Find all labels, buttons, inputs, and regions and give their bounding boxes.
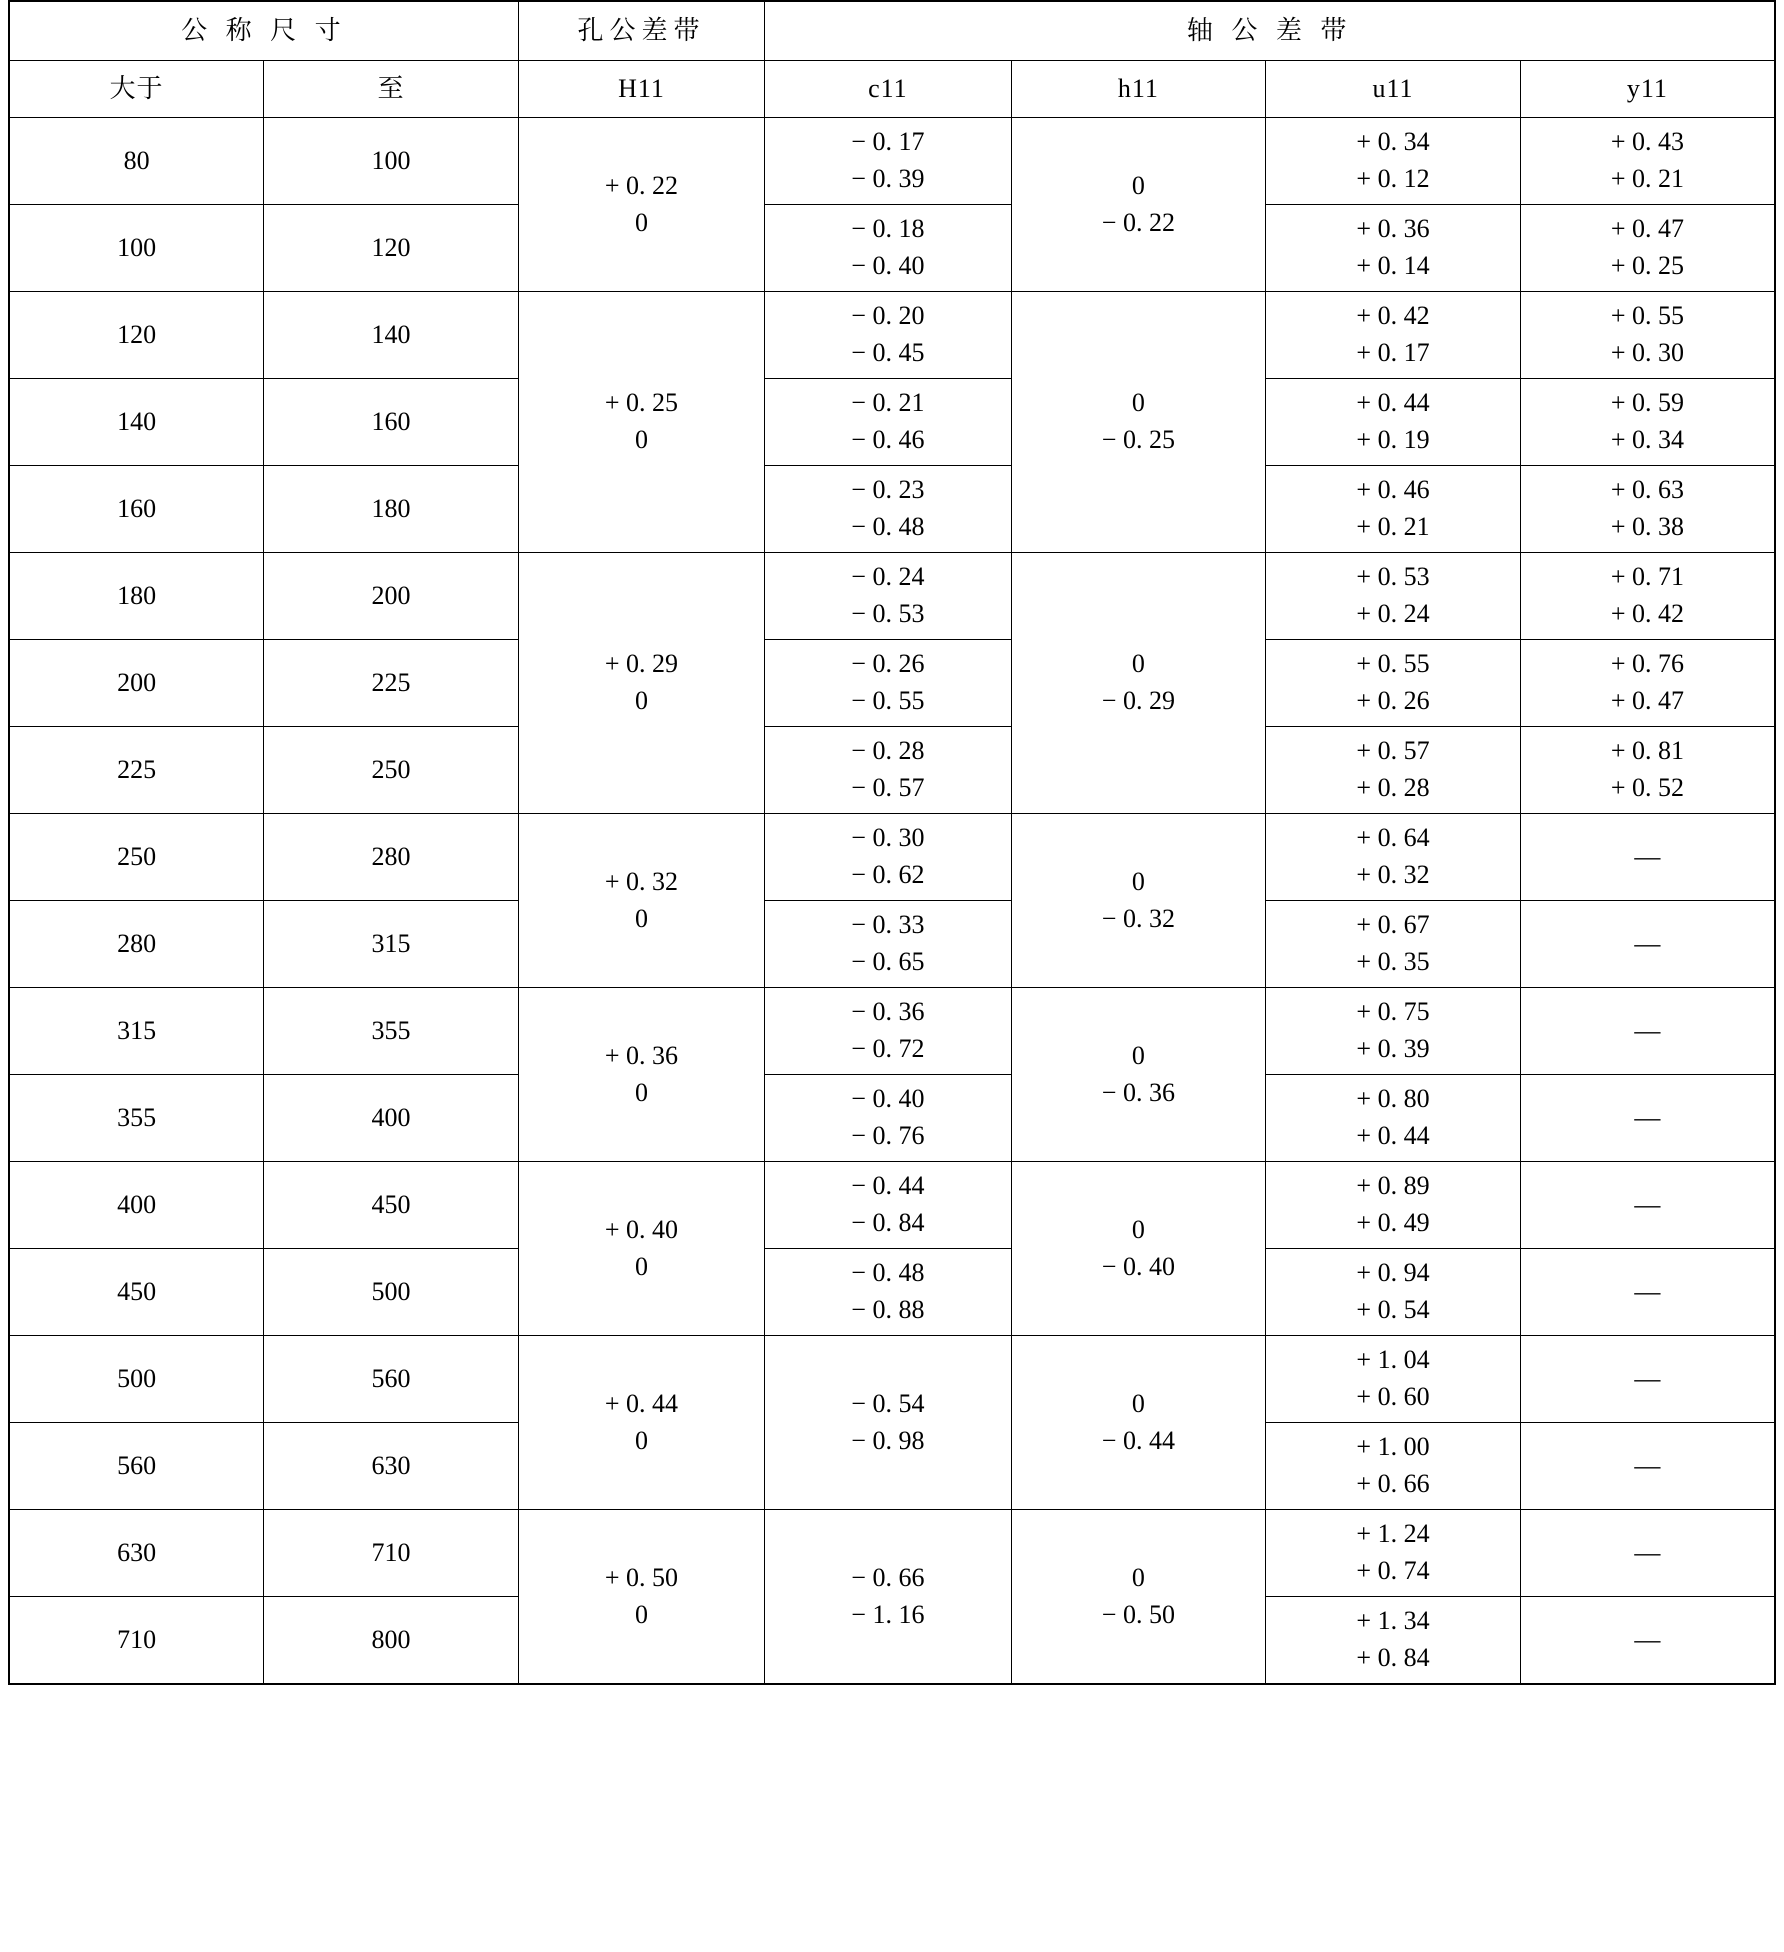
table-row	[9, 118, 1775, 205]
tolerance-table	[8, 0, 1776, 1685]
cell-h11-hole	[518, 1336, 764, 1510]
cell-u11	[1266, 727, 1521, 814]
table-row	[9, 988, 1775, 1075]
cell-c11	[765, 727, 1011, 814]
cell-u11-upper: + 0. 42	[1356, 301, 1430, 331]
cell-size-over: 450	[9, 1249, 264, 1336]
cell-u11	[1266, 1597, 1521, 1685]
table-row	[9, 205, 1775, 292]
cell-size-upto: 630	[264, 1423, 519, 1510]
cell-size-over: 355	[9, 1075, 264, 1162]
cell-u11	[1266, 118, 1521, 205]
cell-y11-lower: + 0. 47	[1610, 686, 1684, 715]
cell-size-over: 560	[9, 1423, 264, 1510]
cell-h11-hole-lower: 0	[634, 425, 648, 454]
cell-u11	[1266, 1162, 1521, 1249]
cell-c11-upper: − 0. 28	[851, 736, 925, 766]
cell-y11-upper: + 0. 76	[1610, 649, 1684, 679]
header-col-upto: 至	[264, 61, 519, 118]
cell-size-upto: 800	[264, 1597, 519, 1685]
cell-u11-upper: + 1. 24	[1356, 1519, 1430, 1549]
cell-h11-shaft-lower: − 0. 29	[1101, 686, 1175, 715]
cell-h11-shaft-lower: − 0. 36	[1101, 1077, 1175, 1107]
cell-size-over: 80	[9, 118, 264, 205]
cell-size-upto: 400	[264, 1075, 519, 1162]
cell-y11: —	[1520, 901, 1775, 988]
cell-u11-upper: + 1. 00	[1356, 1432, 1430, 1462]
cell-c11-upper: − 0. 24	[851, 562, 925, 592]
table-row	[9, 1162, 1775, 1249]
cell-h11-hole	[518, 292, 764, 553]
cell-h11-hole-upper: + 0. 22	[604, 170, 679, 200]
cell-h11-shaft-upper: 0	[1131, 1214, 1145, 1244]
cell-y11	[1520, 466, 1775, 553]
cell-h11-hole-lower: 0	[634, 686, 648, 715]
cell-y11-upper: + 0. 63	[1610, 475, 1684, 505]
cell-u11-lower: + 0. 74	[1356, 1556, 1430, 1585]
table-row	[9, 727, 1775, 814]
cell-u11-lower: + 0. 24	[1356, 599, 1430, 628]
cell-c11-lower: − 0. 53	[851, 599, 925, 628]
cell-size-upto: 315	[264, 901, 519, 988]
cell-u11-lower: + 0. 19	[1356, 425, 1430, 454]
cell-u11-upper: + 0. 75	[1356, 997, 1430, 1027]
cell-c11	[765, 901, 1011, 988]
cell-size-over: 160	[9, 466, 264, 553]
cell-u11	[1266, 640, 1521, 727]
cell-h11-shaft-lower: − 0. 32	[1101, 903, 1175, 933]
cell-size-over: 140	[9, 379, 264, 466]
cell-c11-lower: − 0. 45	[851, 338, 925, 367]
cell-u11-upper: + 0. 94	[1356, 1258, 1430, 1288]
cell-h11-shaft	[1011, 292, 1266, 553]
cell-u11-upper: + 0. 55	[1356, 649, 1430, 679]
cell-size-over: 710	[9, 1597, 264, 1685]
cell-h11-shaft-upper: 0	[1131, 170, 1145, 200]
cell-c11	[765, 1075, 1011, 1162]
table-row	[9, 901, 1775, 988]
cell-h11-shaft-lower: − 0. 44	[1101, 1425, 1175, 1455]
cell-c11-upper: − 0. 18	[851, 214, 925, 244]
cell-c11-upper: − 0. 21	[851, 388, 925, 418]
cell-u11	[1266, 292, 1521, 379]
cell-h11-shaft	[1011, 118, 1266, 292]
cell-h11-hole	[518, 814, 764, 988]
cell-h11-shaft-upper: 0	[1131, 649, 1145, 679]
cell-y11-upper: + 0. 47	[1610, 214, 1684, 244]
cell-u11-lower: + 0. 21	[1356, 512, 1430, 541]
cell-c11-lower: − 1. 16	[851, 1599, 925, 1629]
cell-h11-shaft	[1011, 988, 1266, 1162]
cell-y11-lower: + 0. 21	[1610, 164, 1684, 193]
cell-u11	[1266, 1075, 1521, 1162]
cell-y11	[1520, 727, 1775, 814]
cell-u11	[1266, 901, 1521, 988]
cell-c11	[765, 1249, 1011, 1336]
cell-c11	[765, 814, 1011, 901]
cell-c11-upper: − 0. 30	[851, 823, 925, 853]
cell-c11	[765, 466, 1011, 553]
cell-h11-hole-lower: 0	[634, 903, 648, 933]
cell-h11-shaft-upper: 0	[1131, 1388, 1145, 1418]
cell-c11-lower: − 0. 65	[851, 947, 925, 976]
table-row	[9, 640, 1775, 727]
cell-size-upto: 500	[264, 1249, 519, 1336]
cell-h11-hole-upper: + 0. 32	[604, 866, 679, 896]
cell-h11-hole	[518, 988, 764, 1162]
table-row	[9, 292, 1775, 379]
cell-c11	[765, 1162, 1011, 1249]
cell-c11-lower: − 0. 48	[851, 512, 925, 541]
cell-y11	[1520, 205, 1775, 292]
cell-size-upto: 280	[264, 814, 519, 901]
cell-h11-shaft	[1011, 553, 1266, 814]
cell-y11: —	[1520, 814, 1775, 901]
cell-u11	[1266, 553, 1521, 640]
cell-c11	[765, 640, 1011, 727]
cell-size-upto: 100	[264, 118, 519, 205]
cell-c11-lower: − 0. 46	[851, 425, 925, 454]
cell-y11	[1520, 118, 1775, 205]
cell-u11-lower: + 0. 84	[1356, 1643, 1430, 1672]
cell-y11: —	[1520, 1075, 1775, 1162]
cell-y11: —	[1520, 988, 1775, 1075]
cell-h11-hole	[518, 1162, 764, 1336]
cell-u11-lower: + 0. 66	[1356, 1469, 1430, 1498]
cell-y11-lower: + 0. 38	[1610, 512, 1684, 541]
cell-u11-lower: + 0. 44	[1356, 1121, 1430, 1150]
cell-size-upto: 225	[264, 640, 519, 727]
cell-c11-lower: − 0. 88	[851, 1295, 925, 1324]
cell-y11: —	[1520, 1510, 1775, 1597]
cell-size-upto: 560	[264, 1336, 519, 1423]
cell-c11-lower: − 0. 40	[851, 251, 925, 280]
cell-size-upto: 180	[264, 466, 519, 553]
cell-size-over: 630	[9, 1510, 264, 1597]
cell-u11-upper: + 0. 57	[1356, 736, 1430, 766]
table-row	[9, 1249, 1775, 1336]
cell-c11	[765, 205, 1011, 292]
cell-h11-shaft-upper: 0	[1131, 388, 1145, 418]
cell-u11-upper: + 0. 67	[1356, 910, 1430, 940]
cell-u11	[1266, 205, 1521, 292]
cell-c11	[765, 553, 1011, 640]
cell-c11-upper: − 0. 17	[851, 127, 925, 157]
cell-size-over: 250	[9, 814, 264, 901]
cell-y11-lower: + 0. 42	[1610, 599, 1684, 628]
cell-u11-upper: + 0. 53	[1356, 562, 1430, 592]
cell-u11-lower: + 0. 49	[1356, 1208, 1430, 1237]
cell-u11	[1266, 1336, 1521, 1423]
table-row	[9, 1510, 1775, 1597]
cell-u11-upper: + 0. 64	[1356, 823, 1430, 853]
table-row	[9, 466, 1775, 553]
table-row	[9, 814, 1775, 901]
cell-h11-shaft-lower: − 0. 22	[1101, 207, 1175, 237]
header-row-columns	[9, 61, 1775, 118]
cell-y11: —	[1520, 1423, 1775, 1510]
cell-h11-hole-lower: 0	[634, 1425, 648, 1455]
cell-c11-lower: − 0. 62	[851, 860, 925, 889]
cell-y11-upper: + 0. 55	[1610, 301, 1684, 331]
cell-c11-lower: − 0. 98	[851, 1425, 925, 1455]
cell-u11-lower: + 0. 32	[1356, 860, 1430, 889]
cell-c11-upper: − 0. 54	[851, 1388, 925, 1418]
cell-u11-lower: + 0. 54	[1356, 1295, 1430, 1324]
cell-size-over: 180	[9, 553, 264, 640]
cell-size-upto: 160	[264, 379, 519, 466]
table-row	[9, 553, 1775, 640]
cell-h11-shaft	[1011, 1336, 1266, 1510]
cell-y11: —	[1520, 1249, 1775, 1336]
cell-c11-upper: − 0. 33	[851, 910, 925, 940]
cell-u11-lower: + 0. 17	[1356, 338, 1430, 367]
cell-y11: —	[1520, 1162, 1775, 1249]
cell-y11	[1520, 292, 1775, 379]
cell-c11-lower: − 0. 39	[851, 164, 925, 193]
cell-h11-hole-lower: 0	[634, 1599, 648, 1629]
cell-u11-upper: + 0. 34	[1356, 127, 1430, 157]
header-row-groups	[9, 1, 1775, 61]
cell-u11-lower: + 0. 35	[1356, 947, 1430, 976]
cell-u11-upper: + 0. 36	[1356, 214, 1430, 244]
cell-h11-shaft-lower: − 0. 50	[1101, 1599, 1175, 1629]
cell-h11-hole-upper: + 0. 25	[604, 388, 679, 418]
cell-h11-hole	[518, 553, 764, 814]
cell-h11-shaft-lower: − 0. 40	[1101, 1251, 1175, 1281]
cell-size-over: 225	[9, 727, 264, 814]
cell-u11-lower: + 0. 60	[1356, 1382, 1430, 1411]
cell-size-upto: 250	[264, 727, 519, 814]
cell-u11-lower: + 0. 26	[1356, 686, 1430, 715]
table-body	[9, 1, 1775, 1684]
cell-c11	[765, 379, 1011, 466]
cell-size-over: 400	[9, 1162, 264, 1249]
cell-y11: —	[1520, 1597, 1775, 1685]
cell-c11-lower: − 0. 76	[851, 1121, 925, 1150]
table-row	[9, 1336, 1775, 1423]
cell-u11	[1266, 988, 1521, 1075]
header-col-u11: u11	[1266, 61, 1521, 118]
cell-h11-hole-upper: + 0. 36	[604, 1040, 679, 1070]
cell-c11	[765, 118, 1011, 205]
cell-c11-upper: − 0. 23	[851, 475, 925, 505]
cell-u11-lower: + 0. 14	[1356, 251, 1430, 280]
cell-u11-lower: + 0. 39	[1356, 1034, 1430, 1063]
cell-y11-upper: + 0. 59	[1610, 388, 1684, 418]
cell-h11-shaft	[1011, 1510, 1266, 1685]
cell-h11-hole	[518, 118, 764, 292]
cell-y11-lower: + 0. 34	[1610, 425, 1684, 454]
cell-size-upto: 355	[264, 988, 519, 1075]
cell-y11-lower: + 0. 52	[1610, 773, 1684, 802]
cell-u11	[1266, 1510, 1521, 1597]
cell-u11-lower: + 0. 28	[1356, 773, 1430, 802]
cell-h11-shaft	[1011, 1162, 1266, 1336]
cell-u11	[1266, 1423, 1521, 1510]
cell-h11-hole-upper: + 0. 44	[604, 1388, 679, 1418]
cell-u11-upper: + 0. 89	[1356, 1171, 1430, 1201]
cell-c11-lower: − 0. 84	[851, 1208, 925, 1237]
cell-u11-upper: + 0. 80	[1356, 1084, 1430, 1114]
cell-size-over: 120	[9, 292, 264, 379]
cell-c11	[765, 292, 1011, 379]
cell-u11-lower: + 0. 12	[1356, 164, 1430, 193]
cell-u11-upper: + 0. 44	[1356, 388, 1430, 418]
header-shaft-tolerance: 轴 公 差 带	[765, 1, 1775, 61]
cell-h11-hole-upper: + 0. 29	[604, 649, 679, 679]
cell-c11	[765, 988, 1011, 1075]
cell-u11-upper: + 1. 04	[1356, 1345, 1430, 1375]
cell-c11-upper: − 0. 44	[851, 1171, 925, 1201]
header-hole-tolerance: 孔公差带	[518, 1, 764, 61]
cell-y11	[1520, 379, 1775, 466]
cell-size-upto: 200	[264, 553, 519, 640]
cell-size-over: 280	[9, 901, 264, 988]
cell-u11-upper: + 0. 46	[1356, 475, 1430, 505]
cell-size-over: 200	[9, 640, 264, 727]
cell-h11-shaft	[1011, 814, 1266, 988]
cell-u11	[1266, 379, 1521, 466]
cell-c11-lower: − 0. 55	[851, 686, 925, 715]
cell-y11	[1520, 640, 1775, 727]
cell-c11-lower: − 0. 72	[851, 1034, 925, 1063]
cell-c11-upper: − 0. 66	[851, 1562, 925, 1592]
cell-y11-lower: + 0. 25	[1610, 251, 1684, 280]
cell-h11-hole-lower: 0	[634, 1251, 648, 1281]
cell-y11-upper: + 0. 43	[1610, 127, 1684, 157]
table-row	[9, 1075, 1775, 1162]
cell-y11	[1520, 553, 1775, 640]
cell-u11	[1266, 814, 1521, 901]
cell-c11-upper: − 0. 40	[851, 1084, 925, 1114]
cell-y11: —	[1520, 1336, 1775, 1423]
header-col-h11-shaft: h11	[1011, 61, 1266, 118]
cell-h11-shaft-upper: 0	[1131, 1562, 1145, 1592]
cell-h11-hole-lower: 0	[634, 1077, 648, 1107]
cell-size-over: 100	[9, 205, 264, 292]
cell-h11-shaft-upper: 0	[1131, 1040, 1145, 1070]
cell-u11-upper: + 1. 34	[1356, 1606, 1430, 1636]
cell-c11-upper: − 0. 20	[851, 301, 925, 331]
cell-h11-hole-upper: + 0. 40	[604, 1214, 679, 1244]
cell-y11-lower: + 0. 30	[1610, 338, 1684, 367]
cell-c11	[765, 1336, 1011, 1510]
cell-y11-upper: + 0. 81	[1610, 736, 1684, 766]
table-row	[9, 379, 1775, 466]
cell-u11	[1266, 466, 1521, 553]
cell-y11-upper: + 0. 71	[1610, 562, 1684, 592]
cell-h11-hole-lower: 0	[634, 207, 648, 237]
cell-size-over: 315	[9, 988, 264, 1075]
cell-c11-upper: − 0. 36	[851, 997, 925, 1027]
header-col-over: 大于	[9, 61, 264, 118]
cell-c11-upper: − 0. 26	[851, 649, 925, 679]
cell-h11-hole-upper: + 0. 50	[604, 1562, 679, 1592]
cell-h11-shaft-lower: − 0. 25	[1101, 425, 1175, 454]
cell-size-upto: 120	[264, 205, 519, 292]
cell-size-upto: 140	[264, 292, 519, 379]
header-col-c11: c11	[765, 61, 1011, 118]
cell-c11-upper: − 0. 48	[851, 1258, 925, 1288]
cell-u11	[1266, 1249, 1521, 1336]
header-col-h11-hole: H11	[518, 61, 764, 118]
cell-size-upto: 450	[264, 1162, 519, 1249]
cell-h11-hole	[518, 1510, 764, 1685]
header-nominal-size: 公 称 尺 寸	[9, 1, 518, 61]
cell-c11	[765, 1510, 1011, 1685]
header-col-y11: y11	[1520, 61, 1775, 118]
cell-size-over: 500	[9, 1336, 264, 1423]
cell-c11-lower: − 0. 57	[851, 773, 925, 802]
cell-size-upto: 710	[264, 1510, 519, 1597]
cell-h11-shaft-upper: 0	[1131, 866, 1145, 896]
